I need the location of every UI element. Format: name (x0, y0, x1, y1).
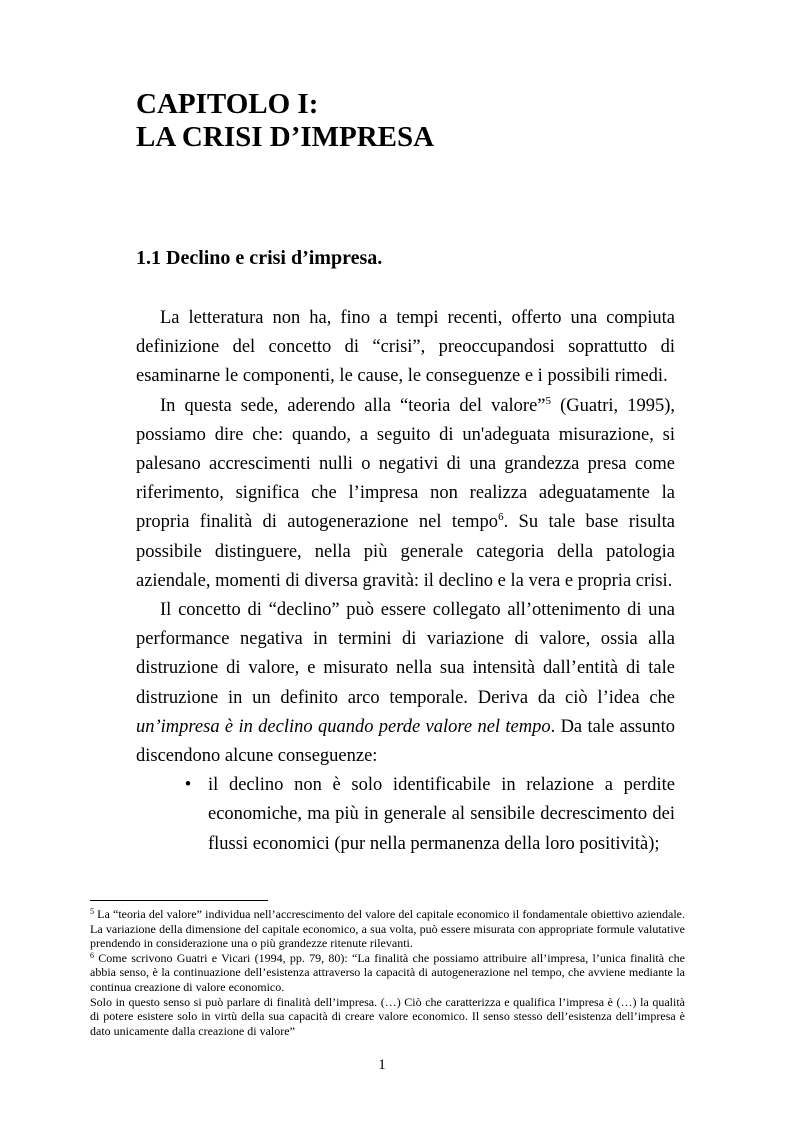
footnote-5-text: La “teoria del valore” individua nell’accrescimento del valore del capitale economico il fondamentale obiettivo aziendale. La variazione della dimensione del capitale economico, a sua volta, può essere misurata con appropriate formule valutative prendendo in considerazione una o più grandezze ritenute rilevanti. (90, 907, 685, 951)
list-item (184, 771, 675, 859)
paragraph-3-emphasis: un’impresa è in declino quando perde valore nel tempo (136, 716, 551, 737)
chapter-title (136, 88, 434, 154)
paragraph-1: La letteratura non ha, fino a tempi recenti, offerto una compiuta definizione del concetto di “crisi”, preoccupandosi soprattutto di esaminarne le componenti, le cause, le conseguenze e i possibili rimedi. (136, 308, 675, 387)
list-item-text: il declino non è solo identificabile in relazione a perdite economiche, ma più in generale al sensibile decrescimento dei flussi economici (pur nella permanenza della loro positività); (208, 775, 675, 854)
chapter-title-line-2: LA CRISI D’IMPRESA (136, 121, 435, 153)
paragraph-2-text-c: . Su tale base risulta possibile distinguere, nella più generale categoria della patologia aziendale, momenti di diversa gravità: il declino e la vera e propria crisi. (136, 512, 675, 591)
footnote-6-text: Come scrivono Guatri e Vicari (1994, pp. 79, 80): “La finalità che possiamo attribuire all’impresa, l’unica finalità che abbia senso, è la continuazione dell’esistenza attraverso la capacità di autogenerazione nel tempo, che avviene mediante la continua creazione di valore economico. (90, 950, 685, 994)
footnote-ref-6[interactable]: 6 (498, 511, 504, 524)
section-heading: 1.1 Declino e crisi d’impresa. (136, 247, 383, 269)
footnote-5-marker: 5 (90, 907, 94, 916)
bullet-list (136, 771, 675, 859)
footnote-6 (90, 951, 685, 995)
footnotes (90, 907, 685, 1038)
paragraph-3 (136, 596, 675, 771)
footnote-6-continuation: Solo in questo senso si può parlare di finalità dell’impresa. (…) Ciò che caratterizza e qualifica l’impresa è (…) la qualità di potere esistere solo in virtù della sua capacità di creare valore economico. Il senso stesso dell’esistenza dell’impresa è dato unicamente dalla creazione di valore” (90, 994, 685, 1038)
footnote-ref-5[interactable]: 5 (545, 394, 552, 407)
paragraph-3-text-a: Il concetto di “declino” può essere collegato all’ottenimento di una performance negativa in termini di variazione di valore, ossia alla distruzione di valore, e misurato nella sua intensità dall’entità di tale distruzione in un definito arco temporale. Deriva da ciò l’idea che (136, 600, 675, 708)
footnote-divider (90, 900, 268, 901)
bullet-icon: • (184, 775, 192, 796)
footnote-5 (90, 907, 685, 951)
body-text (136, 304, 675, 859)
chapter-title-line-1: CAPITOLO I: (136, 88, 319, 120)
paragraph-3-text-b: . Da tale assunto discendono alcune conseguenze: (136, 716, 675, 767)
page-number: 1 (378, 1057, 386, 1073)
paragraph-2 (136, 392, 675, 596)
paragraph-2-text-b: (Guatri, 1995), possiamo dire che: quando, a seguito di un'adeguata misurazione, si palesano accrescimenti nulli o negativi di una grandezza presa come riferimento, significa che l’impresa non realizza adeguatamente la propria finalità di autogenerazione nel tempo (136, 395, 675, 533)
footnote-6-marker: 6 (90, 950, 94, 960)
paragraph-2-text-a: In questa sede, aderendo alla “teoria del valore” (160, 395, 546, 416)
